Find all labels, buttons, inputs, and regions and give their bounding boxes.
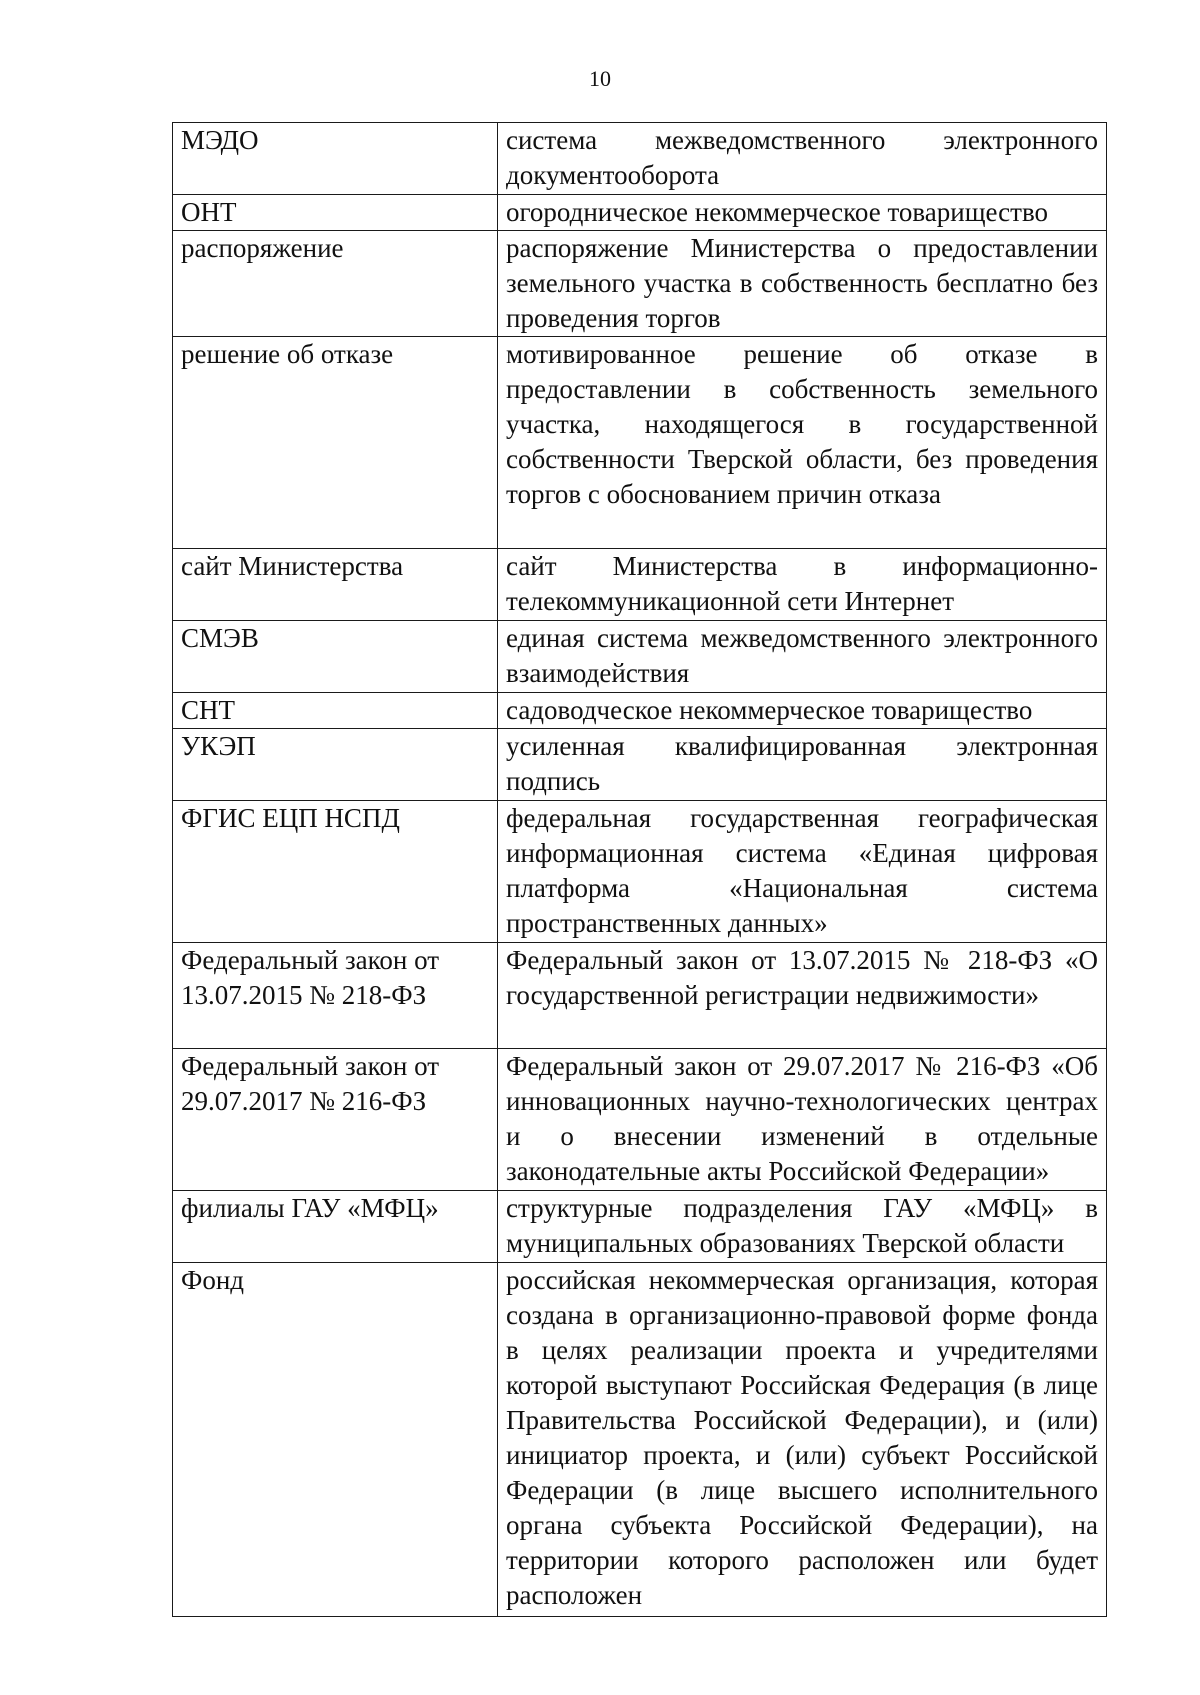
- term-cell: ОНТ: [173, 195, 498, 231]
- definition-cell: Федеральный закон от 29.07.2017 № 216-ФЗ «Об инновационных научно-технологических центрах и о внесении изменений в отдельные законодательные акты Российской Федерации»: [498, 1049, 1107, 1191]
- definition-cell: садоводческое некоммерческое товарищество: [498, 693, 1107, 729]
- term-cell: сайт Министерства: [173, 549, 498, 621]
- page-number: 10: [589, 66, 611, 91]
- definition-cell: федеральная государственная географическая информационная система «Единая цифровая платформа «Национальная система пространственных данных»: [498, 801, 1107, 943]
- definition-cell: система межведомственного электронного документооборота: [498, 123, 1107, 195]
- table-row: [173, 729, 1107, 801]
- definition-cell: огородническое некоммерческое товарищество: [498, 195, 1107, 231]
- definition-cell: структурные подразделения ГАУ «МФЦ» в муниципальных образованиях Тверской области: [498, 1191, 1107, 1263]
- definition-cell: мотивированное решение об отказе в предоставлении в собственность земельного участка, находящегося в государственной собственности Тверской области, без проведения торгов с обоснованием причин отказа: [498, 337, 1107, 549]
- table-row: [173, 1049, 1107, 1191]
- table-row: [173, 231, 1107, 337]
- definition-cell: единая система межведомственного электронного взаимодействия: [498, 621, 1107, 693]
- term-cell: Федеральный закон от 29.07.2017 № 216-ФЗ: [173, 1049, 498, 1191]
- term-cell: СМЭВ: [173, 621, 498, 693]
- table-row: [173, 693, 1107, 729]
- table-row: [173, 549, 1107, 621]
- term-cell: решение об отказе: [173, 337, 498, 549]
- term-cell: Фонд: [173, 1263, 498, 1617]
- definition-cell: распоряжение Министерства о предоставлении земельного участка в собственность бесплатно без проведения торгов: [498, 231, 1107, 337]
- definition-cell: сайт Министерства в информационно-телекоммуникационной сети Интернет: [498, 549, 1107, 621]
- definition-cell: Федеральный закон от 13.07.2015 № 218-ФЗ «О государственной регистрации недвижимости»: [498, 943, 1107, 1049]
- table-row: [173, 1263, 1107, 1617]
- term-cell: МЭДО: [173, 123, 498, 195]
- term-cell: Федеральный закон от 13.07.2015 № 218-ФЗ: [173, 943, 498, 1049]
- table-row: [173, 801, 1107, 943]
- term-cell: УКЭП: [173, 729, 498, 801]
- table-row: [173, 943, 1107, 1049]
- definitions-table: [172, 122, 1107, 1617]
- table-row: [173, 1191, 1107, 1263]
- definition-cell: российская некоммерческая организация, которая создана в организационно-правовой форме фонда в целях реализации проекта и учредителями которой выступают Российская Федерация (в лице Правительства Российской Федерации), и (или) инициатор проекта, и (или) субъект Российской Федерации (в лице высшего исполнительного органа субъекта Российской Федерации), на территории которого расположен или будет расположен: [498, 1263, 1107, 1617]
- definition-cell: усиленная квалифицированная электронная подпись: [498, 729, 1107, 801]
- term-cell: распоряжение: [173, 231, 498, 337]
- table-row: [173, 123, 1107, 195]
- table-row: [173, 621, 1107, 693]
- table-row: [173, 337, 1107, 549]
- term-cell: ФГИС ЕЦП НСПД: [173, 801, 498, 943]
- table-row: [173, 195, 1107, 231]
- term-cell: филиалы ГАУ «МФЦ»: [173, 1191, 498, 1263]
- term-cell: СНТ: [173, 693, 498, 729]
